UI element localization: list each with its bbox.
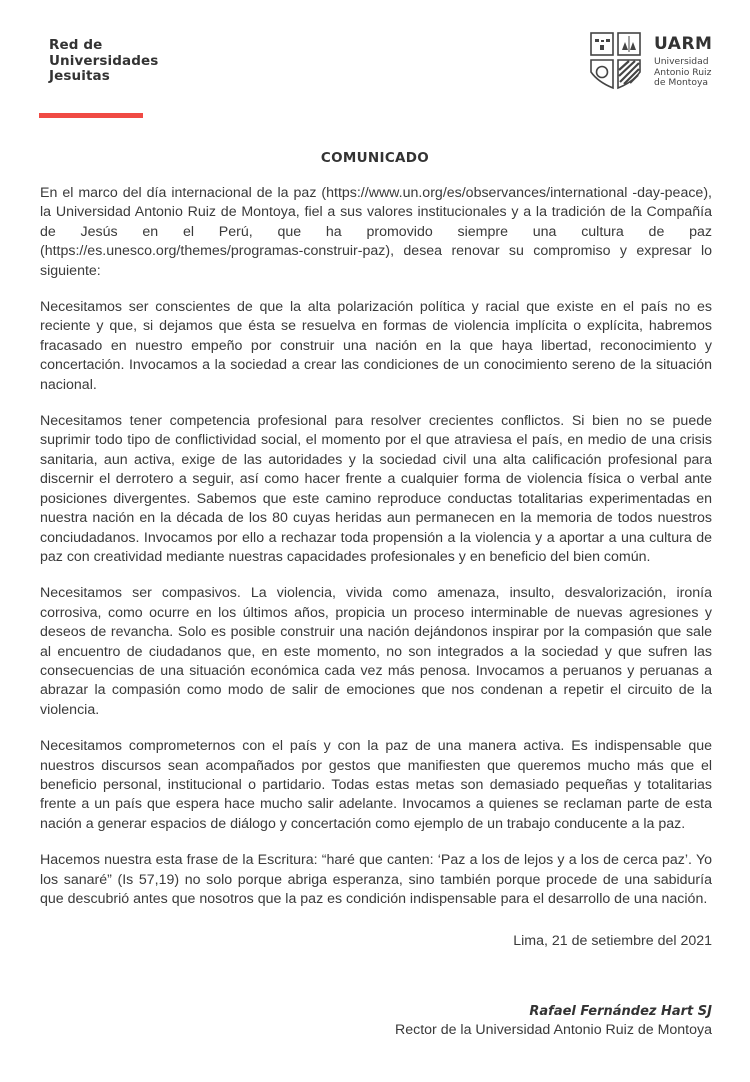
red-universidades-jesuitas-logo — [49, 38, 158, 85]
uarm-logo — [590, 32, 712, 90]
signer-name: Rafael Fernández Hart SJ — [529, 1004, 712, 1019]
paragraph-compassion: Necesitamos ser compasivos. La violencia, vivida como amenaza, insulto, desvalorización, ironía corrosiva, como ocurre en los últimos años, propicia un proceso interminable de nuevas agresiones y deseos de revancha. Solo es posible construir una nación dejándonos inspirar por la compasión que sale al encuentro de ciudadanos que, en este momento, no son integrados a la sociedad y que sufren las consecuencias de una situación económica cada vez más penosa. Invocamos a peruanos y peruanas a abrazar la compasión como modo de salir de emociones que nos condenan a repetir el circuito de la violencia. — [40, 585, 712, 718]
uarm-name-line-1: Universidad — [654, 56, 709, 67]
accent-bar — [39, 113, 143, 118]
paragraph-competence: Necesitamos tener competencia profesional para resolver crecientes conflictos. Si bien no se puede suprimir todo tipo de conflictividad social, el momento por el que atraviesa el país, en medio de una crisis sanitaria, aun activa, exige de las autoridades y la sociedad civil una alta calificación profesional para discernir el derrotero a seguir, así como hacer frente a cualquier forma de violencia física o verbal ante posiciones divergentes. Sabemos que este camino reproduce conductas totalitarias experimentadas en nuestra nación en la década de los 80 cuyas heridas aun permanecen en la memoria de todos nuestros conciudadanos. Invocamos por ello a rechazar toda propensión a la violencia y a aportar a una cultura de paz con creatividad mediante nuestras capacidades profesionales y en beneficio del bien común. — [40, 413, 712, 565]
document-body — [40, 184, 712, 926]
document-title: COMUNICADO — [320, 150, 430, 166]
signature-block — [395, 1002, 712, 1040]
paragraph-intro: En el marco del día internacional de la paz (https://www.un.org/es/observances/international -day-peace), la Universidad Antonio Ruiz de Montoya, fiel a sus valores institucionales y a la tradición de la Compañía de Jesús en el Perú, que ha promovido siempre una cultura de paz (https://es.unesco.org/themes/programas-construir-paz), desea renovar su compromiso y expresar lo siguiente: — [40, 185, 712, 279]
uarm-name-line-2: Antonio Ruiz — [654, 66, 712, 78]
logo-line-2: Universidades — [49, 52, 159, 69]
uarm-acronym: UARM — [654, 34, 713, 54]
date-line: Lima, 21 de setiembre del 2021 — [513, 933, 712, 949]
uarm-name-line-3: de Montoya — [654, 77, 709, 88]
signer-role: Rector de la Universidad Antonio Ruiz de Montoya — [394, 1022, 712, 1038]
university-crest-icon — [590, 32, 642, 90]
paragraph-commitment: Necesitamos comprometernos con el país y con la paz de una manera activa. Es indispensable que nuestros discursos sean acompañados por gestos que manifiesten que queremos mucho más que el beneficio personal, institucional o partidario. Todas estas metas son demasiado pequeñas y totalitarias frente a un país que espera hace mucho salir adelante. Invocamos a quienes se reclaman parte de esta nación a generar espacios de diálogo y concertación como ejemplo de un trabajo conducente a la paz. — [40, 738, 712, 832]
paragraph-polarization: Necesitamos ser conscientes de que la alta polarización política y racial que existe en el país no es reciente y que, si dejamos que ésta se resuelva en formas de violencia implícita o explícita, habremos fracasado en nuestro empeño por construir una nación en la que haya libertad, reconocimiento y concertación. Invocamos a la sociedad a crear las condiciones de un conocimiento sereno de la situación nacional. — [40, 299, 712, 393]
paragraph-scripture: Hacemos nuestra esta frase de la Escritura: “haré que canten: ‘Paz a los de lejos y a los de cerca paz’. Yo los sanaré” (Is 57,19) no solo porque abriga esperanza, sino también porque procede de una sabiduría que descubrió antes que nosotros que la paz es condición indispensable para el desarrollo de una nación. — [40, 852, 712, 907]
logo-line-3: Jesuitas — [49, 68, 110, 84]
logo-line-1: Red de — [49, 37, 103, 53]
